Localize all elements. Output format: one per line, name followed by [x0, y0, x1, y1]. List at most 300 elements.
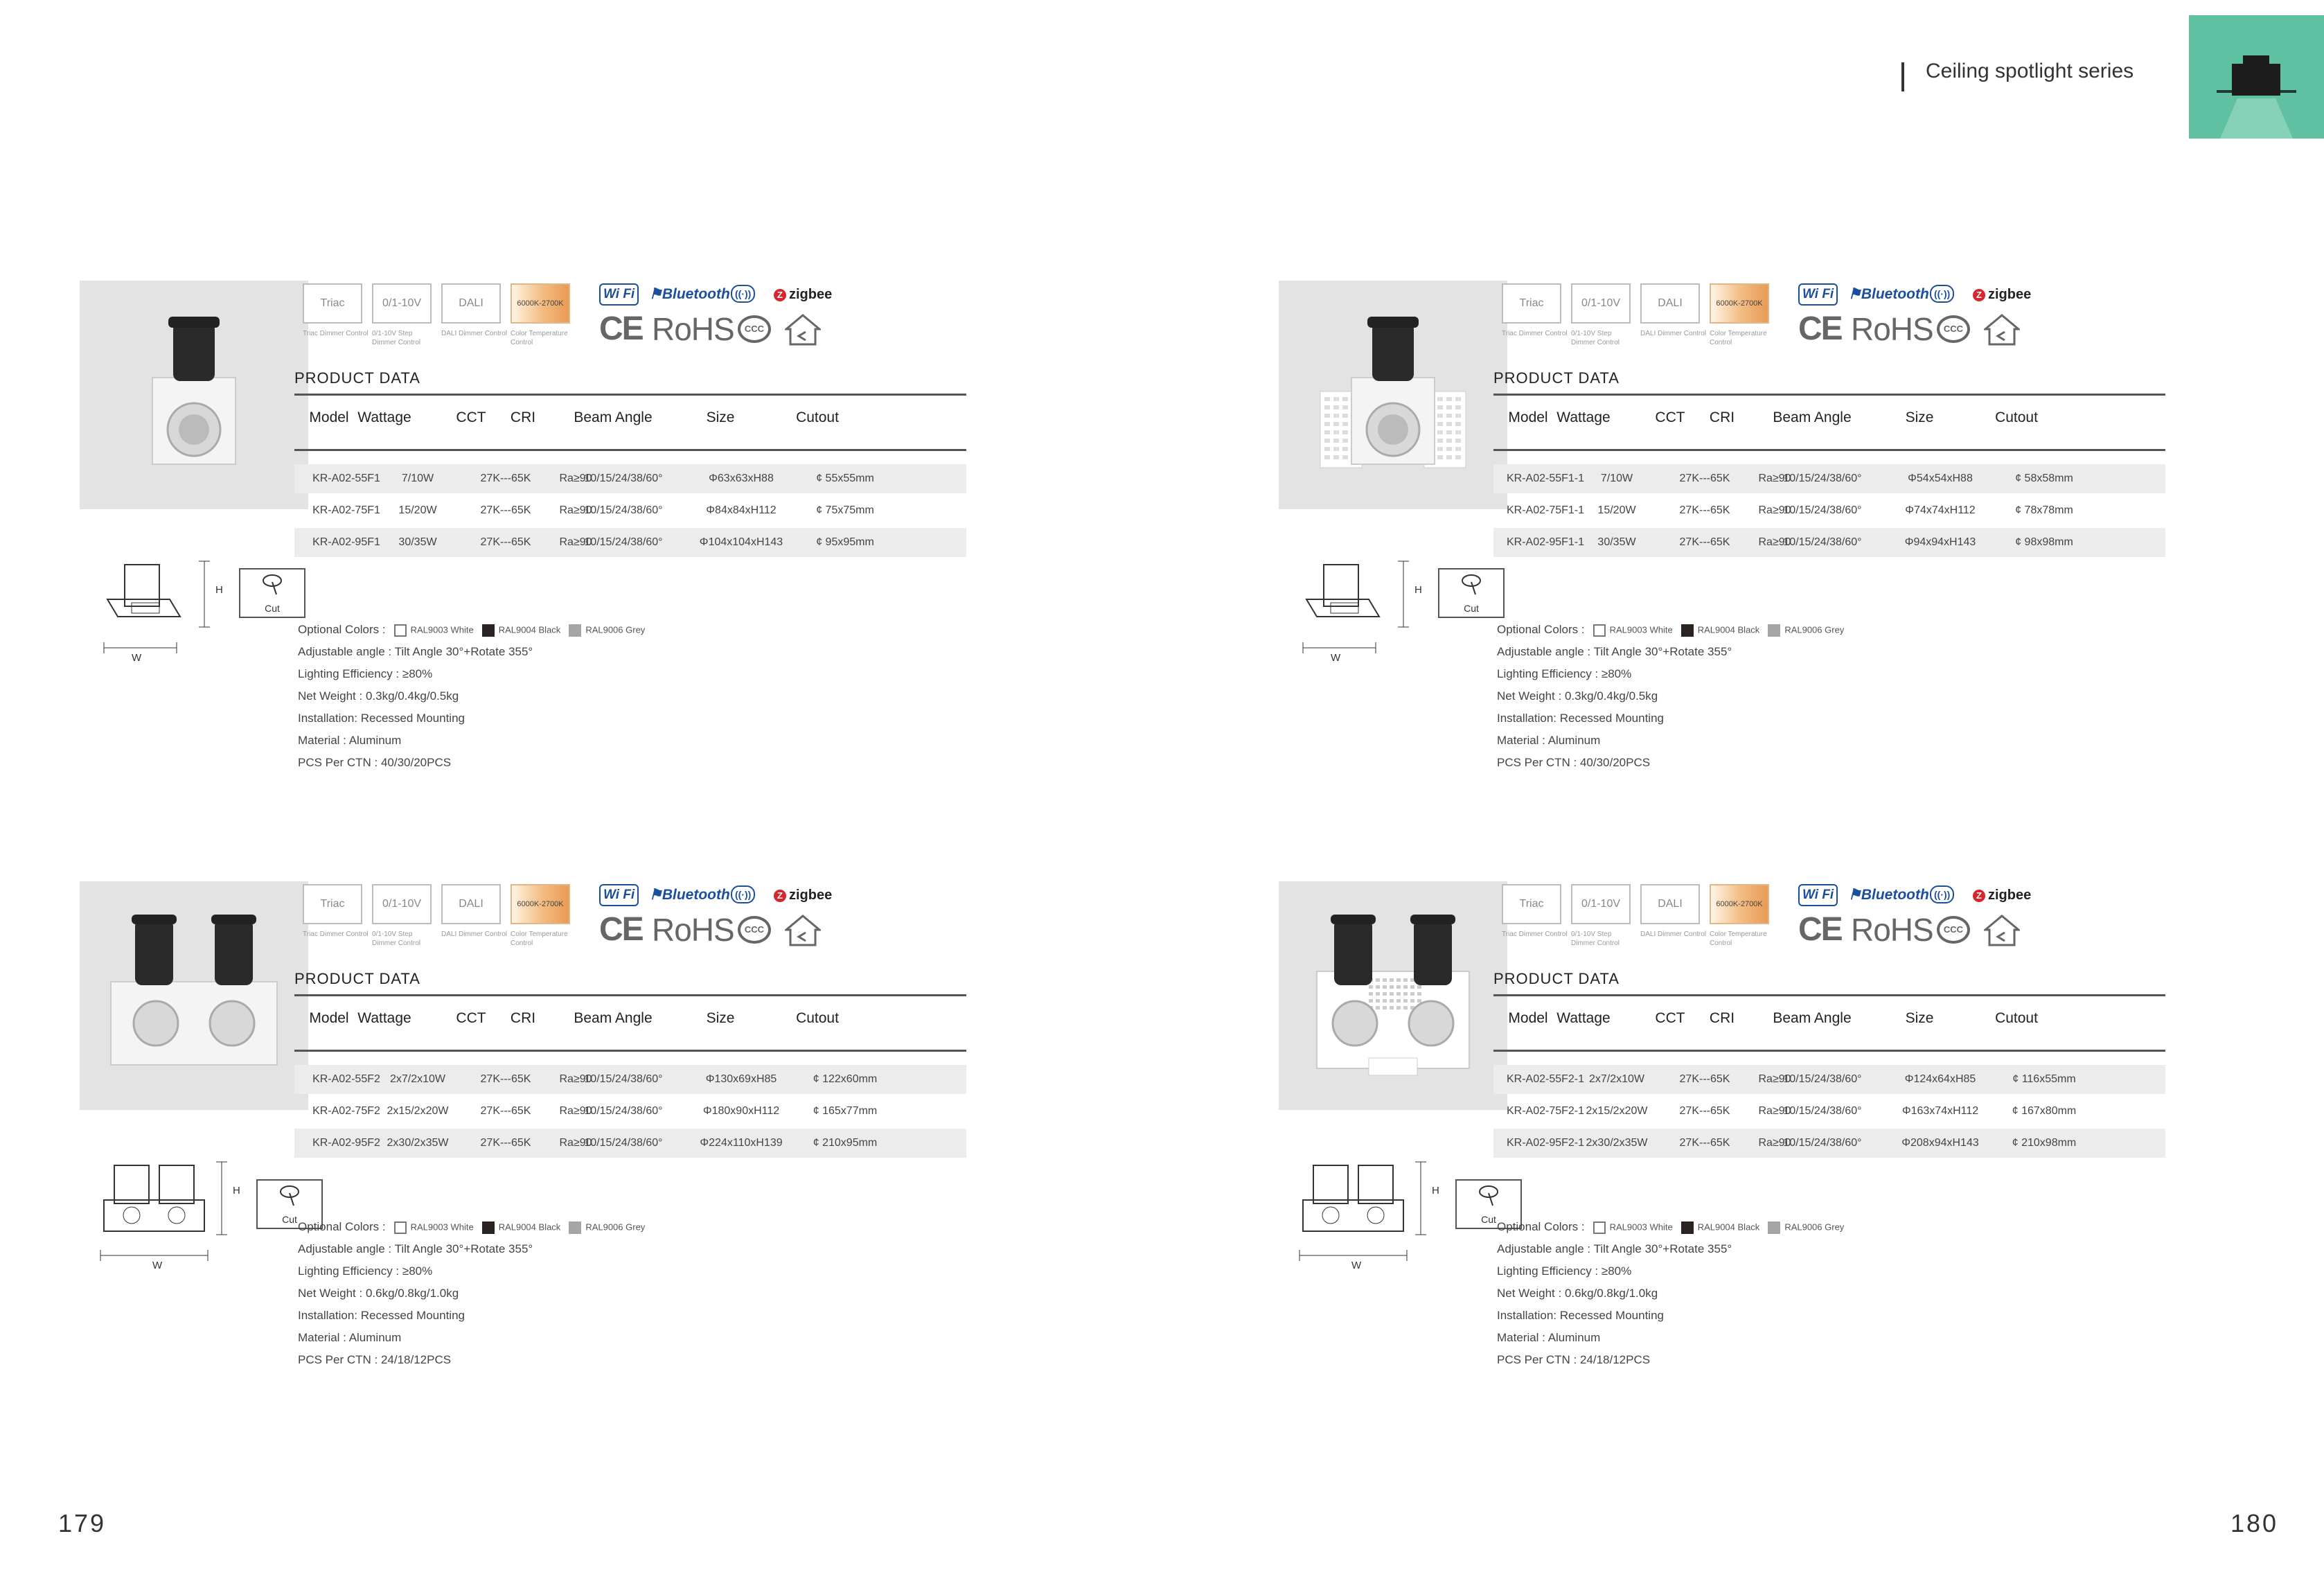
control-triac-badge: [303, 283, 362, 324]
table-cell: 27K---65K: [1679, 473, 1730, 484]
control-description: Color Temperature Control: [1710, 330, 1767, 346]
table-cell: KR-A02-95F2-1: [1506, 1137, 1585, 1149]
table-cell: ¢ 210x95mm: [813, 1137, 878, 1149]
cutout-box: [1438, 568, 1505, 618]
table-cell: 15/20W: [398, 504, 437, 516]
wifi-icon: Wi Fi: [599, 283, 639, 306]
table-cell: Ra≥90: [1758, 1105, 1791, 1117]
table-cell: ¢ 55x55mm: [816, 473, 874, 484]
control-description: DALI Dimmer Control: [1640, 930, 1707, 938]
cutout-icon: [258, 1181, 321, 1208]
ce-mark-icon: CE: [1798, 310, 1842, 347]
column-header-2: CCT: [1655, 409, 1685, 425]
spec-line: Installation: Recessed Mounting: [298, 1309, 465, 1322]
table-cell: 27K---65K: [1679, 504, 1730, 516]
table-cell: Ra≥90: [559, 1137, 592, 1149]
table-cell: 27K---65K: [480, 504, 531, 516]
optional-colors-label: Optional Colors :: [1497, 1220, 1585, 1233]
color-swatch-label: RAL9003 White: [410, 624, 474, 635]
table-cell: Ra≥90: [1758, 1073, 1791, 1085]
rohs-icon: RoHS: [652, 912, 734, 948]
table-top-rule: [294, 394, 966, 396]
table-cell: Φ54x54xH88: [1908, 473, 1973, 484]
column-header-3: CRI: [1709, 1010, 1735, 1026]
width-label: W: [1351, 1260, 1362, 1271]
spec-line: Lighting Efficiency : ≥80%: [1497, 667, 1632, 680]
ccc-icon: CCC: [738, 315, 771, 343]
column-header-2: CCT: [456, 1010, 486, 1026]
table-cell: 2x7/2x10W: [389, 1073, 446, 1085]
spec-line: Net Weight : 0.3kg/0.4kg/0.5kg: [298, 689, 459, 703]
column-header-0: Model: [309, 1010, 349, 1026]
rohs-icon: RoHS: [1851, 311, 1933, 347]
control-label: Triac: [320, 898, 345, 910]
column-header-2: CCT: [1655, 1010, 1685, 1026]
control-label: Triac: [320, 297, 345, 309]
control-label: 0/1-10V: [1581, 898, 1621, 910]
ce-mark-icon: CE: [599, 911, 643, 948]
column-header-6: Cutout: [796, 1010, 839, 1026]
color-swatch: [1768, 624, 1780, 637]
zwave-icon: ((·)): [1930, 285, 1954, 303]
column-header-3: CRI: [1709, 409, 1735, 425]
zigbee-icon: Z zigbee: [774, 884, 832, 906]
control-label: Triac: [1519, 297, 1544, 309]
table-cell: Ra≥90: [559, 1105, 592, 1117]
table-cell: ¢ 78x78mm: [2015, 504, 2073, 516]
column-header-4: Beam Angle: [574, 1010, 653, 1026]
certification-logos: [599, 881, 849, 951]
specifications: [1497, 619, 2190, 774]
control-label: 6000K-2700K: [517, 900, 564, 908]
table-row: [294, 1129, 966, 1158]
dimension-drawing: [1293, 1138, 1528, 1276]
specifications: [1497, 1216, 2190, 1371]
table-cell: 2x7/2x10W: [1588, 1073, 1645, 1085]
height-label: H: [233, 1185, 240, 1197]
certification-logos: [1798, 881, 2048, 951]
column-header-5: Size: [1905, 409, 1934, 425]
rohs-icon: RoHS: [1851, 912, 1933, 948]
width-label: W: [152, 1260, 163, 1271]
color-swatch: [569, 1221, 581, 1234]
table-cell: Ra≥90: [559, 504, 592, 516]
ce-mark-icon: CE: [1798, 911, 1842, 948]
control-label: DALI: [1658, 898, 1683, 910]
table-row: [1493, 464, 2165, 493]
spec-line: Material : Aluminum: [1497, 734, 1601, 747]
indoor-use-icon: [785, 913, 821, 946]
control-description: 0/1-10V Step Dimmer Control: [372, 330, 421, 346]
cutout-box: [239, 568, 305, 618]
product-photo-svg: [80, 881, 308, 1110]
control-description: 0/1-10V Step Dimmer Control: [1571, 930, 1620, 947]
column-header-4: Beam Angle: [1773, 409, 1852, 425]
table-cell: Φ208x94xH143: [1901, 1137, 1979, 1149]
optional-colors-line: [1497, 619, 2190, 641]
control-step-dimmer-badge: [372, 884, 432, 924]
control-description: Triac Dimmer Control: [303, 930, 369, 938]
column-header-5: Size: [706, 1010, 735, 1026]
product-photo-svg: [1279, 281, 1507, 509]
color-swatch: [1681, 624, 1694, 637]
table-cell: Φ130x69xH85: [705, 1073, 777, 1085]
table-cell: 10/15/24/38/60°: [584, 473, 663, 484]
zigbee-icon: Z zigbee: [1973, 283, 2031, 306]
bluetooth-icon: ⚑Bluetooth: [1848, 887, 1929, 903]
table-cell: 7/10W: [401, 473, 434, 484]
column-header-6: Cutout: [1995, 409, 2038, 425]
color-swatch: [1768, 1221, 1780, 1234]
table-cell: 10/15/24/38/60°: [1783, 1105, 1862, 1117]
table-row: [294, 528, 966, 557]
color-swatch-label: RAL9004 Black: [1697, 624, 1760, 635]
column-header-4: Beam Angle: [1773, 1010, 1852, 1026]
control-dali-badge: [1640, 283, 1700, 324]
table-row: [294, 1065, 966, 1094]
spec-line: Net Weight : 0.3kg/0.4kg/0.5kg: [1497, 689, 1658, 703]
table-row: [294, 496, 966, 525]
table-cell: Ra≥90: [1758, 1137, 1791, 1149]
table-cell: KR-A02-55F1-1: [1506, 473, 1585, 484]
control-description: Color Temperature Control: [511, 930, 568, 947]
table-cell: Ra≥90: [1758, 473, 1791, 484]
table-cell: Φ124x64xH85: [1904, 1073, 1976, 1085]
color-swatch-label: RAL9006 Grey: [585, 1221, 646, 1233]
table-cell: Φ74x74xH112: [1905, 504, 1976, 516]
table-cell: Ra≥90: [559, 536, 592, 548]
table-cell: KR-A02-75F2: [312, 1105, 380, 1117]
table-cell: Φ180x90xH112: [702, 1105, 780, 1117]
column-header-0: Model: [1508, 409, 1548, 425]
bluetooth-label: Bluetooth: [662, 286, 730, 302]
product-block-single-trimless: [1279, 281, 2324, 890]
color-swatch-label: RAL9003 White: [410, 1221, 474, 1233]
control-description: DALI Dimmer Control: [441, 330, 508, 337]
table-cell: 27K---65K: [480, 473, 531, 484]
width-label: W: [1331, 652, 1341, 664]
color-swatch: [1681, 1221, 1694, 1234]
zigbee-label: zigbee: [1988, 888, 2032, 903]
control-label: 0/1-10V: [1581, 297, 1621, 309]
table-cell: ¢ 58x58mm: [2015, 473, 2073, 484]
table-row: [1493, 1129, 2165, 1158]
control-label: DALI: [459, 297, 484, 309]
product-data-title: PRODUCT DATA: [294, 369, 420, 387]
height-label: H: [1414, 584, 1422, 596]
spec-line: Lighting Efficiency : ≥80%: [298, 667, 433, 680]
color-swatch-label: RAL9006 Grey: [1784, 1221, 1845, 1233]
spec-line: Lighting Efficiency : ≥80%: [298, 1264, 433, 1278]
table-cell: ¢ 167x80mm: [2012, 1105, 2077, 1117]
control-color-temp-badge: [1710, 283, 1769, 324]
spec-line: Adjustable angle : Tilt Angle 30°+Rotate 355°: [1497, 645, 1732, 658]
spec-line: Adjustable angle : Tilt Angle 30°+Rotate 355°: [298, 1242, 533, 1255]
product-data-title: PRODUCT DATA: [294, 970, 420, 987]
page-number-right: 180: [2230, 1509, 2279, 1537]
color-swatch-label: RAL9006 Grey: [1784, 624, 1845, 635]
bluetooth-icon: ⚑Bluetooth: [649, 887, 730, 903]
product-photo: [80, 281, 308, 509]
color-swatch: [482, 624, 495, 637]
indoor-use-icon: [785, 312, 821, 346]
column-header-1: Wattage: [1556, 409, 1611, 425]
bluetooth-icon: ⚑Bluetooth: [1848, 286, 1929, 302]
table-cell: KR-A02-75F1-1: [1506, 504, 1585, 516]
spec-line: Installation: Recessed Mounting: [298, 712, 465, 725]
column-header-2: CCT: [456, 409, 486, 425]
certification-logos: [1798, 281, 2048, 350]
column-header-1: Wattage: [357, 409, 411, 425]
indoor-use-icon: [1984, 913, 2020, 946]
table-row: [294, 1097, 966, 1126]
table-cell: 2x30/2x35W: [1586, 1137, 1648, 1149]
wifi-icon: Wi Fi: [1798, 884, 1838, 906]
table-cell: 2x30/2x35W: [387, 1137, 449, 1149]
control-description: Triac Dimmer Control: [1502, 330, 1568, 337]
height-label: H: [215, 584, 223, 596]
color-swatch: [482, 1221, 495, 1234]
table-top-rule: [1493, 994, 2165, 996]
control-description: Triac Dimmer Control: [1502, 930, 1568, 938]
zigbee-icon: Z zigbee: [1973, 884, 2031, 906]
column-header-0: Model: [309, 409, 349, 425]
table-cell: Φ84x84xH112: [706, 504, 777, 516]
table-cell: 27K---65K: [1679, 1105, 1730, 1117]
table-cell: Ra≥90: [1758, 504, 1791, 516]
color-swatch-label: RAL9003 White: [1609, 1221, 1673, 1233]
zwave-icon: ((·)): [731, 285, 755, 303]
cutout-icon: [1439, 570, 1503, 597]
zigbee-label: zigbee: [789, 888, 833, 903]
control-label: DALI: [1658, 297, 1683, 309]
control-description: 0/1-10V Step Dimmer Control: [1571, 330, 1620, 346]
product-photo: [1279, 881, 1507, 1110]
product-block-double-trim: [80, 881, 1216, 1491]
column-header-6: Cutout: [1995, 1010, 2038, 1026]
control-triac-badge: [303, 884, 362, 924]
table-row: [1493, 1065, 2165, 1094]
table-header-rule: [1493, 449, 2165, 451]
control-description: DALI Dimmer Control: [1640, 330, 1707, 337]
table-header-rule: [1493, 1050, 2165, 1052]
rohs-icon: RoHS: [652, 311, 734, 347]
zigbee-icon: Z zigbee: [774, 283, 832, 306]
certification-logos: [599, 281, 849, 350]
control-dali-badge: [441, 884, 501, 924]
table-cell: Φ224x110xH139: [700, 1137, 783, 1149]
color-swatch-label: RAL9004 Black: [498, 1221, 561, 1233]
color-swatch-label: RAL9006 Grey: [585, 624, 646, 635]
ccc-icon: CCC: [738, 916, 771, 944]
table-cell: 10/15/24/38/60°: [1783, 1073, 1862, 1085]
table-cell: 10/15/24/38/60°: [584, 504, 663, 516]
table-row: [294, 464, 966, 493]
spec-line: Net Weight : 0.6kg/0.8kg/1.0kg: [1497, 1287, 1658, 1300]
header-divider: [1901, 62, 1904, 91]
table-cell: KR-A02-95F2: [312, 1137, 380, 1149]
column-header-5: Size: [706, 409, 735, 425]
product-photo: [1279, 281, 1507, 509]
control-description: Color Temperature Control: [511, 330, 568, 346]
column-header-4: Beam Angle: [574, 409, 653, 425]
color-swatch: [1593, 1221, 1606, 1234]
ceiling-spotlight-icon: [2189, 15, 2324, 139]
table-cell: ¢ 122x60mm: [813, 1073, 878, 1085]
cut-label: Cut: [282, 1214, 297, 1225]
table-cell: 10/15/24/38/60°: [584, 1073, 663, 1085]
optional-colors-line: [1497, 1216, 2190, 1238]
cut-label: Cut: [1481, 1214, 1496, 1225]
product-photo-svg: [80, 281, 308, 509]
color-swatch: [569, 624, 581, 637]
column-header-5: Size: [1905, 1010, 1934, 1026]
cutout-icon: [240, 570, 304, 597]
column-header-3: CRI: [510, 409, 536, 425]
table-cell: 10/15/24/38/60°: [1783, 504, 1862, 516]
table-cell: 30/35W: [398, 536, 437, 548]
specifications: [298, 619, 991, 774]
control-color-temp-badge: [511, 283, 570, 324]
product-block-double-trimless: [1279, 881, 2324, 1491]
control-triac-badge: [1502, 283, 1561, 324]
color-swatch: [394, 1221, 407, 1234]
cut-label: Cut: [265, 603, 280, 614]
zigbee-label: zigbee: [789, 287, 833, 302]
ccc-icon: CCC: [1937, 916, 1970, 944]
spec-line: Material : Aluminum: [298, 734, 402, 747]
table-cell: 10/15/24/38/60°: [1783, 1137, 1862, 1149]
table-cell: 27K---65K: [480, 1105, 531, 1117]
spec-line: PCS Per CTN : 24/18/12PCS: [1497, 1353, 1651, 1366]
table-cell: ¢ 75x75mm: [816, 504, 874, 516]
optional-colors-label: Optional Colors :: [298, 1220, 386, 1233]
dimension-drawing: [94, 537, 329, 676]
column-header-1: Wattage: [357, 1010, 411, 1026]
control-label: 0/1-10V: [382, 297, 422, 309]
color-swatch-label: RAL9004 Black: [1697, 1221, 1760, 1233]
table-header-rule: [294, 449, 966, 451]
dimension-drawing: [94, 1138, 329, 1276]
table-cell: Φ63x63xH88: [709, 473, 774, 484]
color-swatch-label: RAL9003 White: [1609, 624, 1673, 635]
table-cell: 30/35W: [1597, 536, 1636, 548]
control-dali-badge: [1640, 884, 1700, 924]
ce-mark-icon: CE: [599, 310, 643, 347]
cut-label: Cut: [1464, 603, 1479, 614]
optional-colors-label: Optional Colors :: [1497, 623, 1585, 636]
spec-line: Lighting Efficiency : ≥80%: [1497, 1264, 1632, 1278]
cutout-icon: [1457, 1181, 1520, 1208]
table-header-rule: [294, 1050, 966, 1052]
control-label: 6000K-2700K: [1716, 299, 1763, 308]
bluetooth-icon: ⚑Bluetooth: [649, 286, 730, 302]
table-cell: KR-A02-95F1-1: [1506, 536, 1585, 548]
table-cell: ¢ 98x98mm: [2015, 536, 2073, 548]
control-description: Color Temperature Control: [1710, 930, 1767, 947]
table-cell: 27K---65K: [480, 1137, 531, 1149]
table-cell: 27K---65K: [1679, 1073, 1730, 1085]
product-block-single-trim: [80, 281, 1216, 890]
wifi-icon: Wi Fi: [1798, 283, 1838, 306]
bluetooth-label: Bluetooth: [1861, 286, 1929, 302]
table-cell: Φ94x94xH143: [1904, 536, 1976, 548]
control-description: DALI Dimmer Control: [441, 930, 508, 938]
spec-line: Material : Aluminum: [1497, 1331, 1601, 1344]
spec-line: Installation: Recessed Mounting: [1497, 1309, 1664, 1322]
spec-line: Installation: Recessed Mounting: [1497, 712, 1664, 725]
ccc-icon: CCC: [1937, 315, 1970, 343]
table-top-rule: [294, 994, 966, 996]
indoor-use-icon: [1984, 312, 2020, 346]
table-top-rule: [1493, 394, 2165, 396]
spec-line: PCS Per CTN : 40/30/20PCS: [1497, 756, 1651, 769]
color-swatch: [394, 624, 407, 637]
optional-colors-label: Optional Colors :: [298, 623, 386, 636]
control-label: 6000K-2700K: [517, 299, 564, 308]
table-cell: 27K---65K: [480, 536, 531, 548]
table-cell: 27K---65K: [1679, 1137, 1730, 1149]
control-color-temp-badge: [511, 884, 570, 924]
table-cell: 15/20W: [1597, 504, 1636, 516]
spec-line: Adjustable angle : Tilt Angle 30°+Rotate 355°: [1497, 1242, 1732, 1255]
table-cell: ¢ 165x77mm: [813, 1105, 878, 1117]
table-cell: ¢ 210x98mm: [2012, 1137, 2077, 1149]
column-header-6: Cutout: [796, 409, 839, 425]
table-cell: 10/15/24/38/60°: [584, 536, 663, 548]
control-step-dimmer-badge: [1571, 283, 1631, 324]
table-cell: KR-A02-55F1: [312, 473, 380, 484]
table-row: [1493, 528, 2165, 557]
table-cell: ¢ 116x55mm: [2012, 1073, 2076, 1085]
series-title: Ceiling spotlight series: [1926, 60, 2134, 82]
table-cell: 10/15/24/38/60°: [1783, 473, 1862, 484]
spec-line: Material : Aluminum: [298, 1331, 402, 1344]
optional-colors-line: [298, 619, 991, 641]
page-number-left: 179: [58, 1509, 107, 1537]
table-cell: ¢ 95x95mm: [816, 536, 874, 548]
column-header-1: Wattage: [1556, 1010, 1611, 1026]
control-description: Triac Dimmer Control: [303, 330, 369, 337]
spec-line: PCS Per CTN : 40/30/20PCS: [298, 756, 452, 769]
control-label: DALI: [459, 898, 484, 910]
control-step-dimmer-badge: [372, 283, 432, 324]
table-cell: Ra≥90: [1758, 536, 1791, 548]
table-cell: KR-A02-95F1: [312, 536, 380, 548]
control-color-temp-badge: [1710, 884, 1769, 924]
spec-line: PCS Per CTN : 24/18/12PCS: [298, 1353, 452, 1366]
color-swatch-label: RAL9004 Black: [498, 624, 561, 635]
table-cell: Ra≥90: [559, 1073, 592, 1085]
width-label: W: [132, 652, 142, 664]
table-cell: 27K---65K: [480, 1073, 531, 1085]
product-photo: [80, 881, 308, 1110]
table-cell: 10/15/24/38/60°: [584, 1105, 663, 1117]
product-photo-svg: [1279, 881, 1507, 1110]
series-icon-tile: [2189, 15, 2324, 139]
height-label: H: [1432, 1185, 1439, 1197]
zigbee-label: zigbee: [1988, 287, 2032, 302]
product-data-title: PRODUCT DATA: [1493, 369, 1620, 387]
table-row: [1493, 496, 2165, 525]
table-cell: KR-A02-75F2-1: [1506, 1105, 1585, 1117]
control-label: Triac: [1519, 898, 1544, 910]
control-dali-badge: [441, 283, 501, 324]
table-cell: 10/15/24/38/60°: [584, 1137, 663, 1149]
table-cell: 2x15/2x20W: [387, 1105, 449, 1117]
table-cell: Ra≥90: [559, 473, 592, 484]
table-cell: KR-A02-55F2: [312, 1073, 380, 1085]
